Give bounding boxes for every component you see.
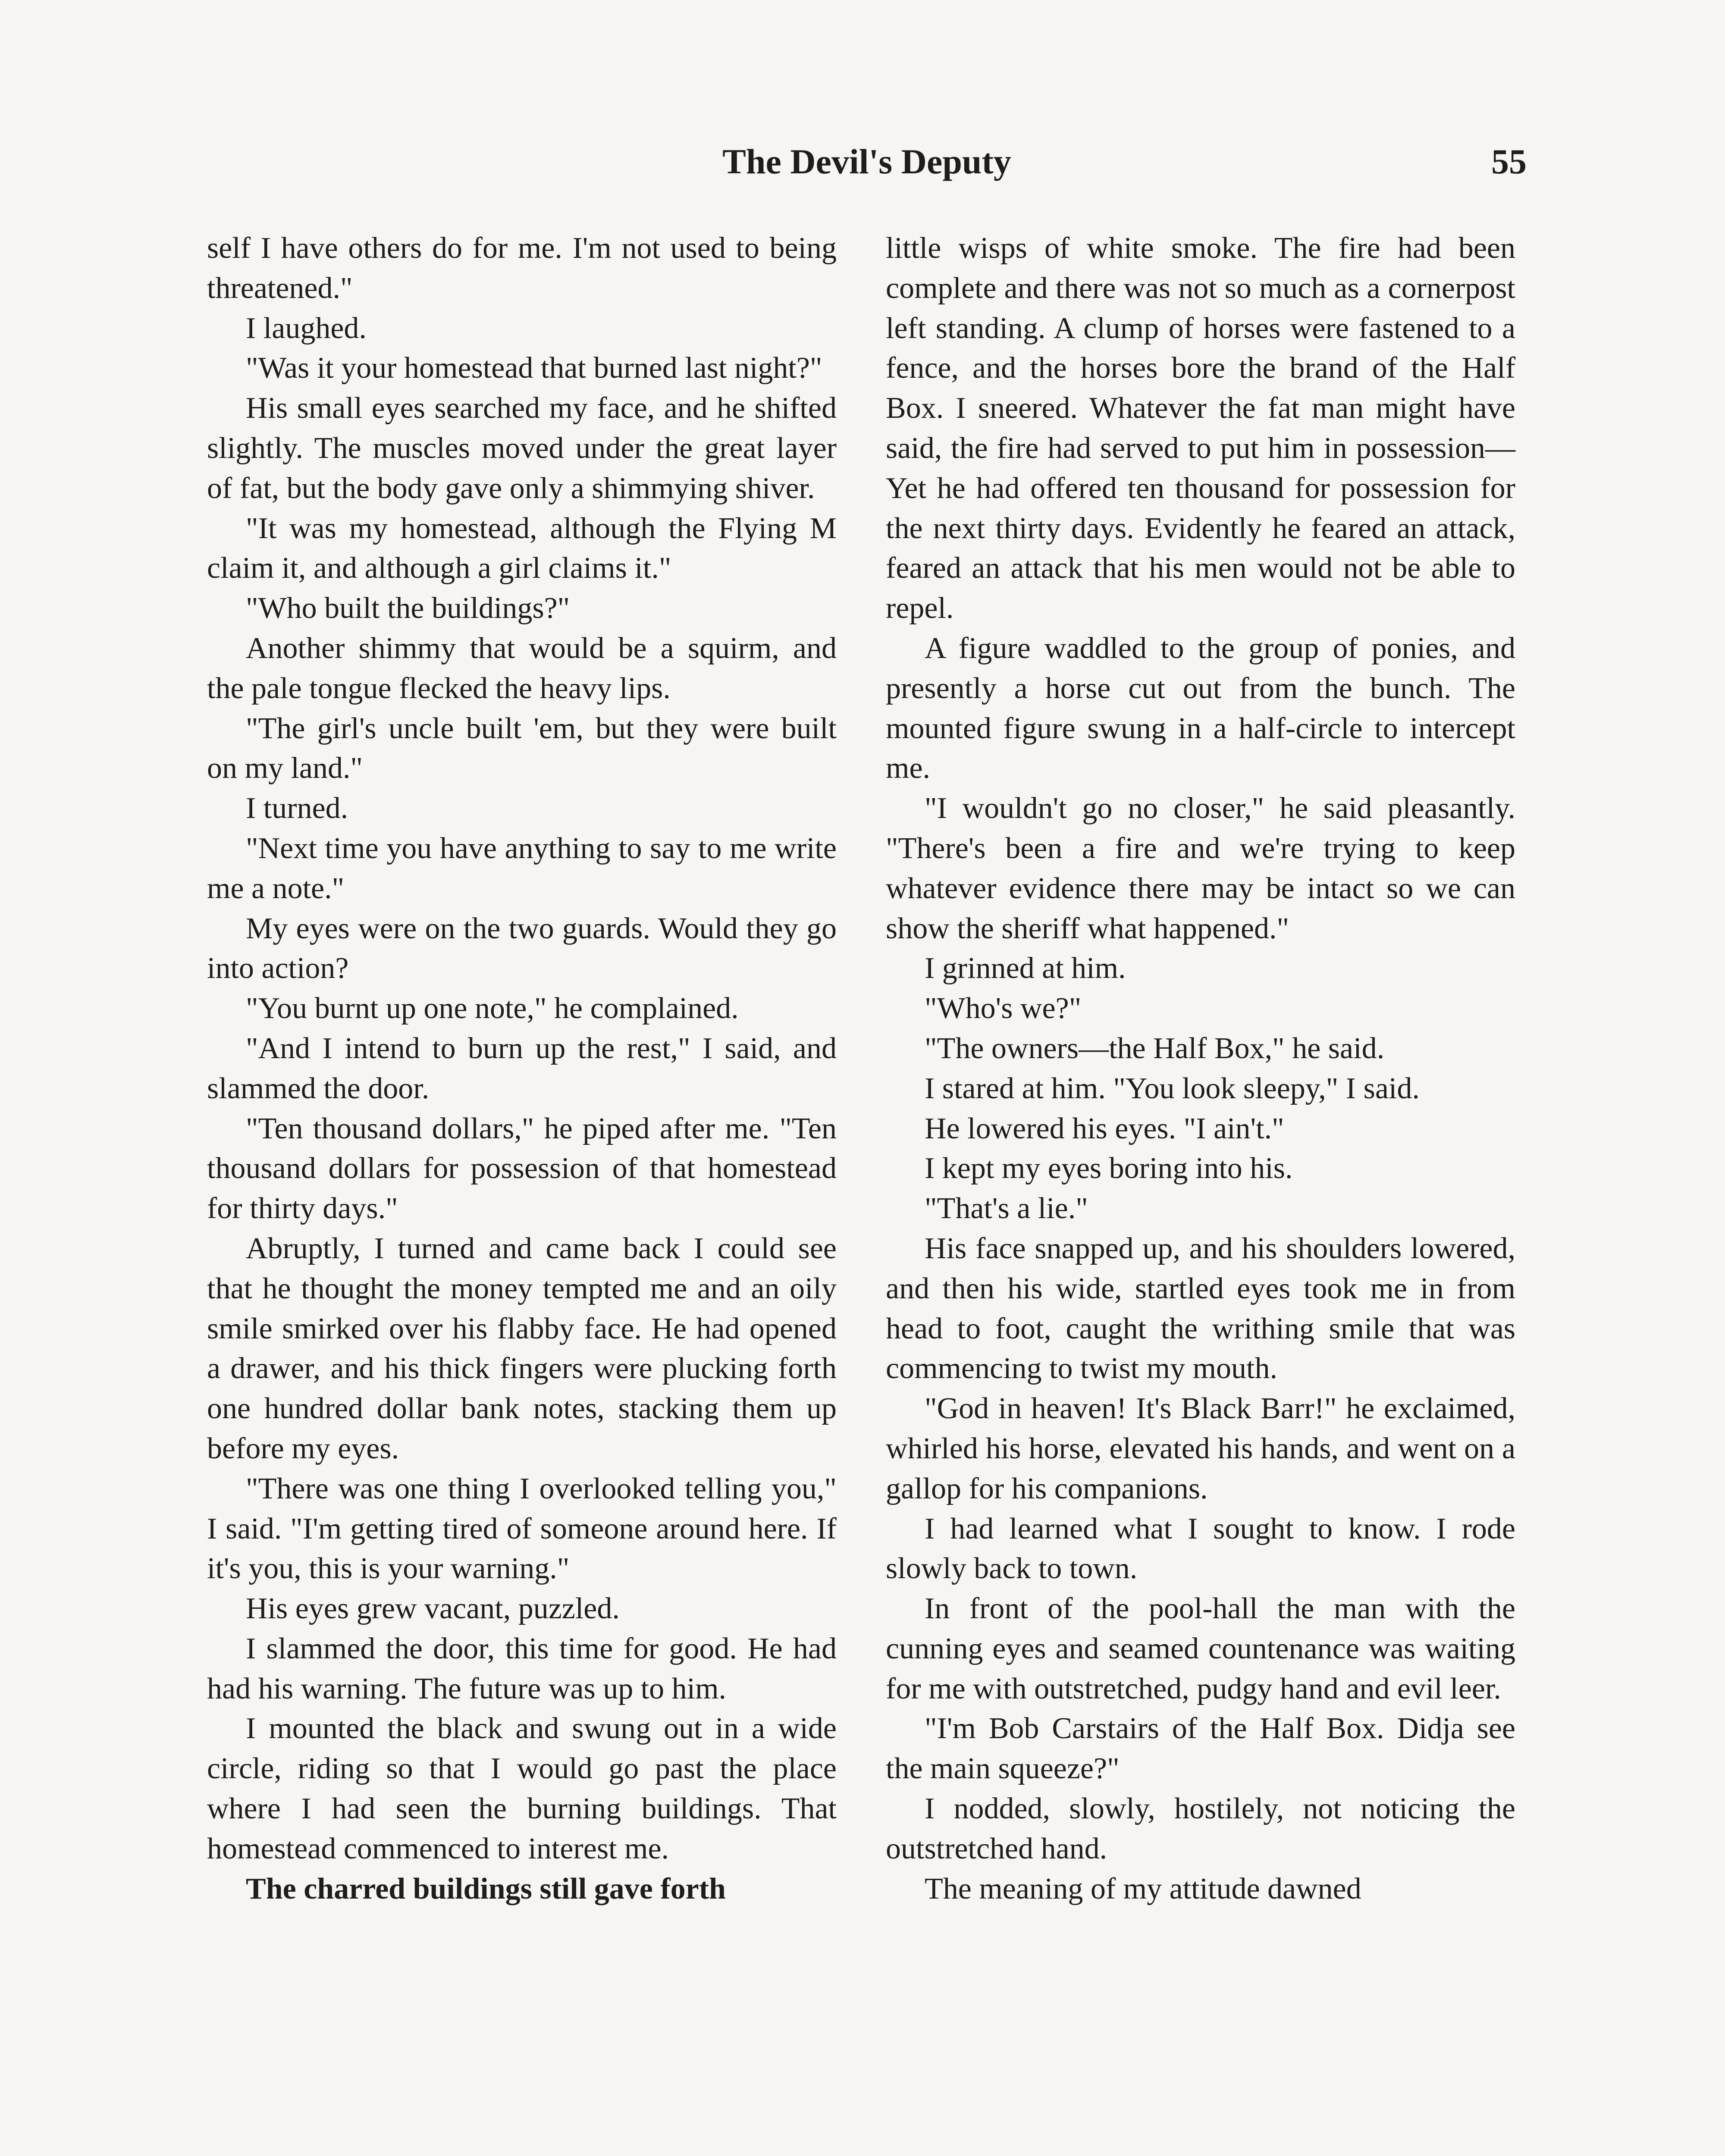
paragraph: Abruptly, I turned and came back I could see that he thought the money tempted me and an oily smile smirked over his flabby face. He had opened a drawer, and his thick fingers were plucking forth one hundred dollar bank notes, stacking them up before my eyes.	[207, 1232, 837, 1465]
paragraph: "Ten thousand dollars," he piped after me. "Ten thousand dollars for possession of that homestead for thirty days."	[207, 1112, 837, 1225]
paragraph: "The girl's uncle built 'em, but they were built on my land."	[207, 711, 837, 785]
paragraph: "Next time you have anything to say to me write me a note."	[207, 831, 837, 905]
running-header	[207, 138, 1527, 194]
paragraph: "Who's we?"	[925, 992, 1082, 1025]
page-number: 55	[1491, 142, 1527, 181]
left-text-column	[207, 229, 837, 1909]
paragraph: self I have others do for me. I'm not used to being threatened."	[207, 232, 837, 305]
paragraph: His small eyes searched my face, and he shifted slightly. The muscles moved under the great layer of fat, but the body gave only a shimmying shiver.	[207, 392, 837, 505]
paragraph: I had learned what I sought to know. I rode slowly back to town.	[886, 1512, 1515, 1586]
story-title: The Devil's Deputy	[722, 142, 1011, 181]
paragraph: I turned.	[246, 792, 348, 825]
paragraph: I stared at him. "You look sleepy," I said.	[925, 1072, 1420, 1105]
paragraph: My eyes were on the two guards. Would they go into action?	[207, 912, 837, 985]
paragraph: little wisps of white smoke. The fire had been complete and there was not so much as a cornerpost left standing. A clump of horses were fastened to a fence, and the horses bore the brand of the Half Box. I sneered. Whatever the fat man might have said, the fire had served to put him in possession—Yet he had offered ten thousand for possession for the next thirty days. Evidently he feared an attack, feared an attack that his men would not be able to repel.	[886, 232, 1515, 625]
right-text-column	[886, 229, 1515, 1909]
paragraph: I grinned at him.	[925, 952, 1126, 985]
paragraph: I slammed the door, this time for good. He had had his warning. The future was up to him.	[207, 1632, 837, 1705]
paragraph: I kept my eyes boring into his.	[925, 1152, 1293, 1185]
paragraph: I nodded, slowly, hostilely, not noticing the outstretched hand.	[886, 1792, 1515, 1865]
paragraph: "And I intend to burn up the rest," I said, and slammed the door.	[207, 1031, 837, 1105]
paragraph: He lowered his eyes. "I ain't."	[925, 1112, 1284, 1145]
paragraph: "That's a lie."	[925, 1192, 1088, 1225]
paragraph: In front of the pool-hall the man with the cunning eyes and seamed countenance was waiting for me with outstretched, pudgy hand and evil leer.	[886, 1592, 1515, 1705]
paragraph: The charred buildings still gave forth	[246, 1872, 726, 1905]
paragraph: "The owners—the Half Box," he said.	[925, 1031, 1385, 1065]
paragraph: His face snapped up, and his shoulders lowered, and then his wide, startled eyes took me in from head to foot, caught the writhing smile that was commencing to twist my mouth.	[886, 1232, 1515, 1385]
paragraph: A figure waddled to the group of ponies, and presently a horse cut out from the bunch. The mounted figure swung in a half-circle to intercept me.	[886, 631, 1515, 785]
paragraph: I mounted the black and swung out in a wide circle, riding so that I would go past the place where I had seen the burning buildings. That homestead commenced to interest me.	[207, 1712, 837, 1865]
paragraph: "God in heaven! It's Black Barr!" he exclaimed, whirled his horse, elevated his hands, and went on a gallop for his companions.	[886, 1392, 1515, 1505]
paragraph: "I'm Bob Carstairs of the Half Box. Didja see the main squeeze?"	[886, 1712, 1515, 1786]
paragraph: "You burnt up one note," he complained.	[246, 992, 739, 1025]
paragraph: I laughed.	[246, 311, 367, 345]
paragraph: "Was it your homestead that burned last night?"	[246, 351, 822, 385]
paragraph: "There was one thing I overlooked telling you," I said. "I'm getting tired of someone around here. If it's you, this is your warning."	[207, 1472, 837, 1586]
paragraph: Another shimmy that would be a squirm, and the pale tongue flecked the heavy lips.	[207, 631, 837, 705]
paragraph: "Who built the buildings?"	[246, 592, 570, 625]
paragraph: "I wouldn't go no closer," he said pleasantly. "There's been a fire and we're trying to keep whatever evidence there may be intact so we can show the sheriff what happened."	[886, 792, 1515, 945]
paragraph: His eyes grew vacant, puzzled.	[246, 1592, 620, 1626]
paragraph: "It was my homestead, although the Flying M claim it, and although a girl claims it."	[207, 511, 837, 585]
paragraph: The meaning of my attitude dawned	[925, 1872, 1361, 1905]
